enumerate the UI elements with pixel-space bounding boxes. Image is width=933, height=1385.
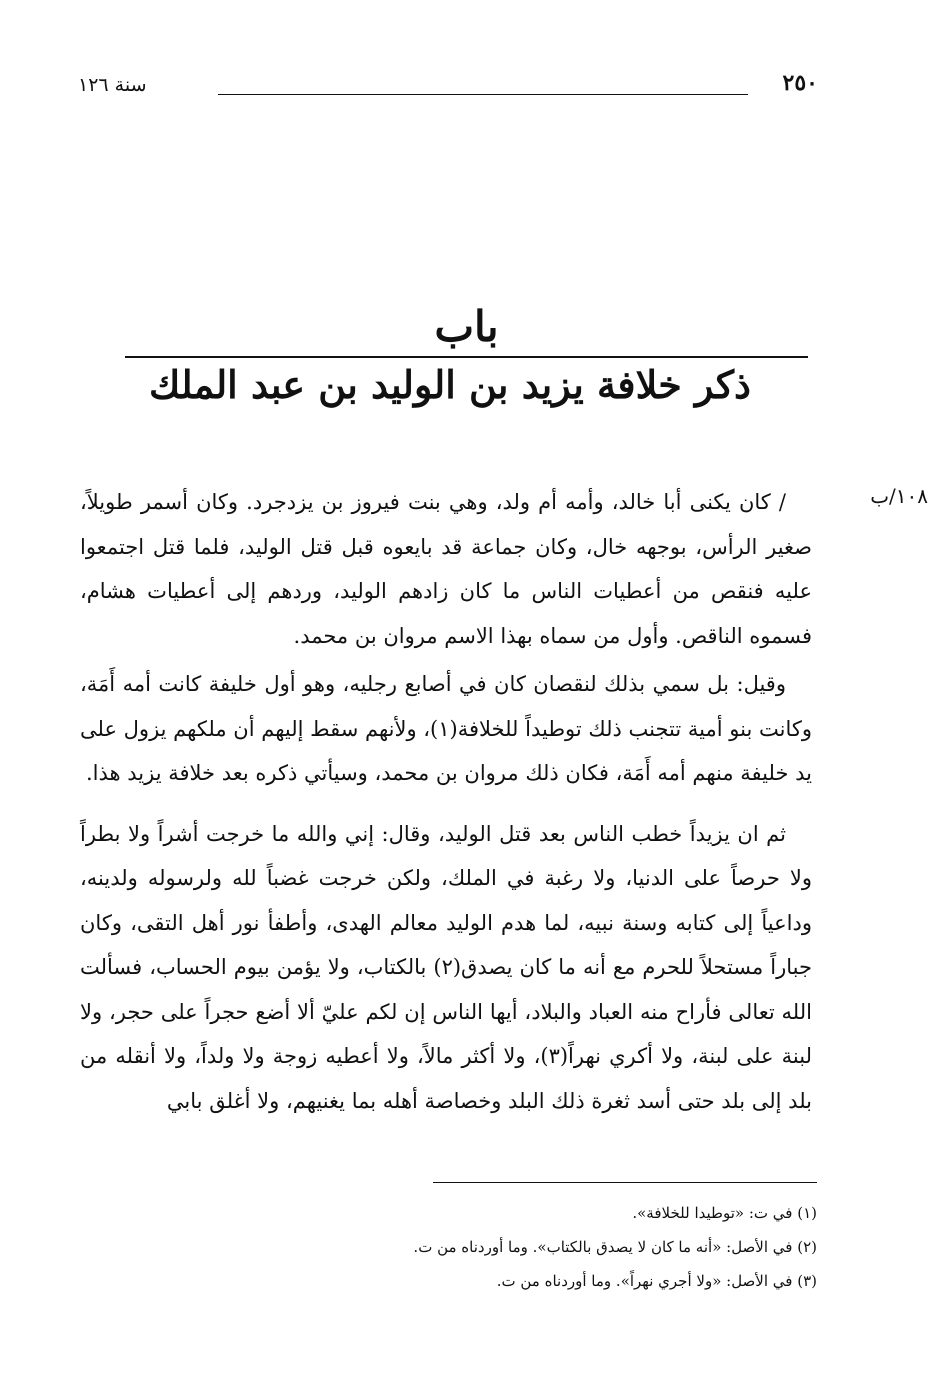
body-text <box>80 480 812 1123</box>
footnotes <box>300 1196 817 1298</box>
footnote-rule <box>433 1182 817 1183</box>
footnote: (١) في ت: «توطيدا للخلافة». <box>632 1204 817 1222</box>
footnote: (٣) في الأصل: «ولا أجري نهراً». وما أوردناه من ت. <box>496 1272 817 1290</box>
running-header <box>78 70 818 106</box>
chapter-rule <box>125 356 808 358</box>
paragraph: وقيل: بل سمي بذلك لنقصان كان في أصابع رجليه، وهو أول خليفة كانت أمه أَمَة، وكانت بنو أمية تتجنب ذلك توطيداً للخلافة(١)، ولأنهم سقط إليهم أن ملكهم يزول على يد خليفة منهم أمه أَمَة، فكان ذلك مروان بن محمد، وسيأتي ذكره بعد خلافة يزيد هذا. <box>80 672 812 785</box>
page-number: ٢٥٠ <box>782 70 818 96</box>
chapter-label: باب <box>434 302 499 351</box>
chapter-title: ذكر خلافة يزيد بن الوليد بن عبد الملك <box>149 362 751 407</box>
paragraph: ثم ان يزيداً خطب الناس بعد قتل الوليد، وقال: إني والله ما خرجت أشراً ولا بطراً ولا حرصاً على الدنيا، ولا رغبة في الملك، ولكن خرجت غضباً لله ولرسوله ولدينه، وداعياً إلى كتابه وسنة نبيه، لما هدم الوليد معالم الهدى، وأطفأ نور أهل التقى، وكان جباراً مستحلاً للحرم مع أنه ما كان يصدق(٢) بالكتاب، ولا يؤمن بيوم الحساب، فسألت الله تعالى فأراح منه العباد والبلاد، أيها الناس إن لكم عليّ ألا أضع حجراً على حجر، ولا لبنة على لبنة، ولا أكري نهراً(٣)، ولا أكثر مالاً، ولا أعطيه زوجة ولا ولداً، ولا أنقله من بلد إلى بلد حتى أسد ثغرة ذلك البلد وخصاصة أهله بما يغنيهم، ولا أغلق بابي <box>80 821 812 1113</box>
paragraph: / كان يكنى أبا خالد، وأمه أم ولد، وهي بنت فيروز بن يزدجرد. وكان أسمر طويلاً، صغير الرأس، بوجهه خال، وكان جماعة قد بايعوه قبل قتل الوليد، فلما قتل اجتمعوا عليه فنقص من أعطيات الناس ما كان زادهم الوليد، وردهم إلى أعطيات هشام، فسموه الناقص. وأول من سماه بهذا الاسم مروان بن محمد. <box>80 490 812 648</box>
margin-folio-note: ١٠٨/ب <box>870 484 928 508</box>
footnote: (٢) في الأصل: «أنه ما كان لا يصدق بالكتاب». وما أوردناه من ت. <box>413 1238 817 1256</box>
header-rule <box>218 94 748 95</box>
year-label: سنة ١٢٦ <box>78 74 147 96</box>
